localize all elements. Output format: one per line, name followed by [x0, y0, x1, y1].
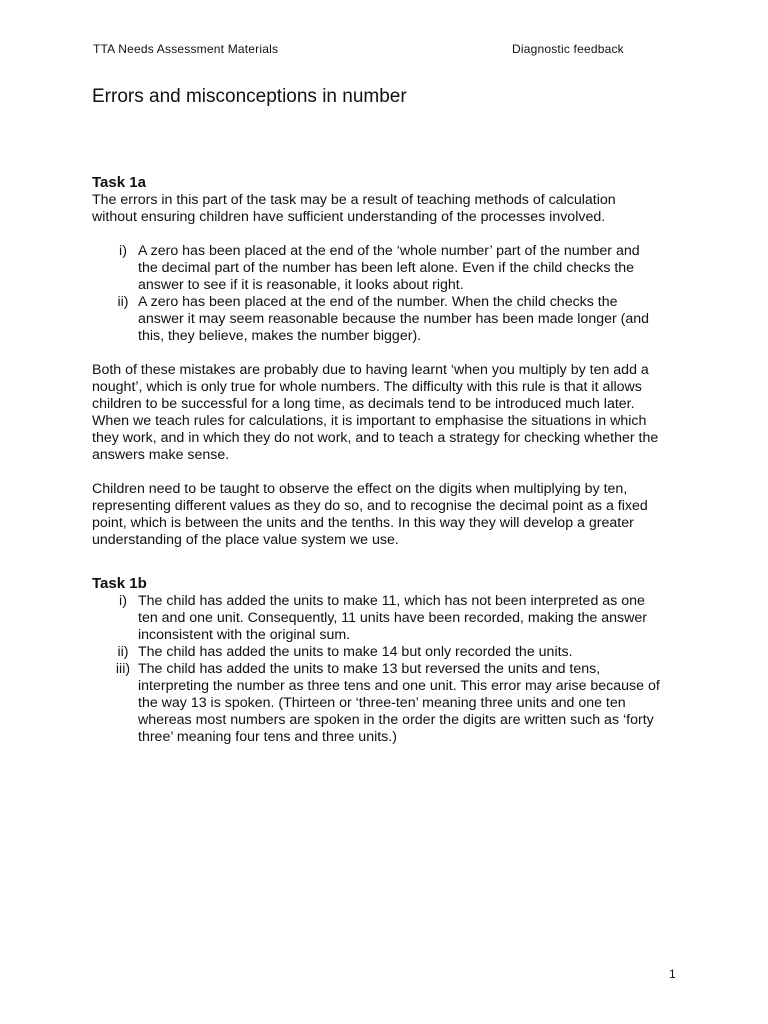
header-left: TTA Needs Assessment Materials: [93, 42, 279, 56]
task-1a-item: [92, 294, 662, 345]
item-number: i): [119, 593, 127, 609]
item-text: The child has added the units to make 14 but only recorded the units.: [138, 644, 573, 660]
item-text: The child has added the units to make 13 but reversed the units and tens, interpreting the number as three tens and one unit. This error may arise because of the way 13 is spoken. (Thirteen or ‘three-ten’ meaning three units and one ten whereas most numbers are spoken in the order the digits are written such as ‘forty three’ meaning four tens and three units.): [138, 661, 660, 745]
task-1b-item: [92, 661, 662, 746]
item-text: A zero has been placed at the end of the ‘whole number’ part of the number and the decimal part of the number has been left alone. Even if the child checks the answer to see if it is reasonable, it looks about right.: [138, 243, 640, 293]
task-1b-heading: Task 1b: [92, 575, 147, 592]
task-1a-paragraph-3: Children need to be taught to observe the effect on the digits when multiplying by ten, representing different values as they do so, and to recognise the decimal point as a fixed point, which is between the units and the tenths. In this way they will develop a greater understanding of the place value system we use.: [92, 481, 648, 548]
item-number: i): [119, 243, 127, 259]
page-number: 1: [669, 967, 676, 981]
item-text: A zero has been placed at the end of the number. When the child checks the answer it may seem reasonable because the number has been made longer (and this, they believe, makes the number bigger).: [138, 294, 650, 344]
task-1a-heading: Task 1a: [92, 174, 146, 191]
task-1a-item: [92, 243, 662, 294]
item-number: ii): [117, 294, 129, 310]
task-1b-item: [92, 644, 662, 661]
header-right: Diagnostic feedback: [512, 42, 624, 56]
page-title: Errors and misconceptions in number: [92, 86, 407, 107]
document-body: [92, 174, 662, 746]
task-1b-item: [92, 593, 662, 644]
item-number: iii): [115, 661, 131, 677]
item-number: ii): [117, 644, 129, 660]
item-text: The child has added the units to make 11, which has not been interpreted as one ten and one unit. Consequently, 11 units have been recorded, making the answer inconsistent with the original sum.: [138, 593, 647, 643]
task-1a-intro: The errors in this part of the task may be a result of teaching methods of calculation without ensuring children have sufficient understanding of the processes involved.: [92, 192, 616, 225]
task-1a-paragraph-2: Both of these mistakes are probably due to having learnt ‘when you multiply by ten add a nought’, which is only true for whole numbers. The difficulty with this rule is that it allows children to be successful for a long time, as decimals tend to be introduced much later. When we teach rules for calculations, it is important to emphasise the situations in which they work, and in which they do not work, and to teach a strategy for checking whether the answers make sense.: [92, 362, 659, 463]
